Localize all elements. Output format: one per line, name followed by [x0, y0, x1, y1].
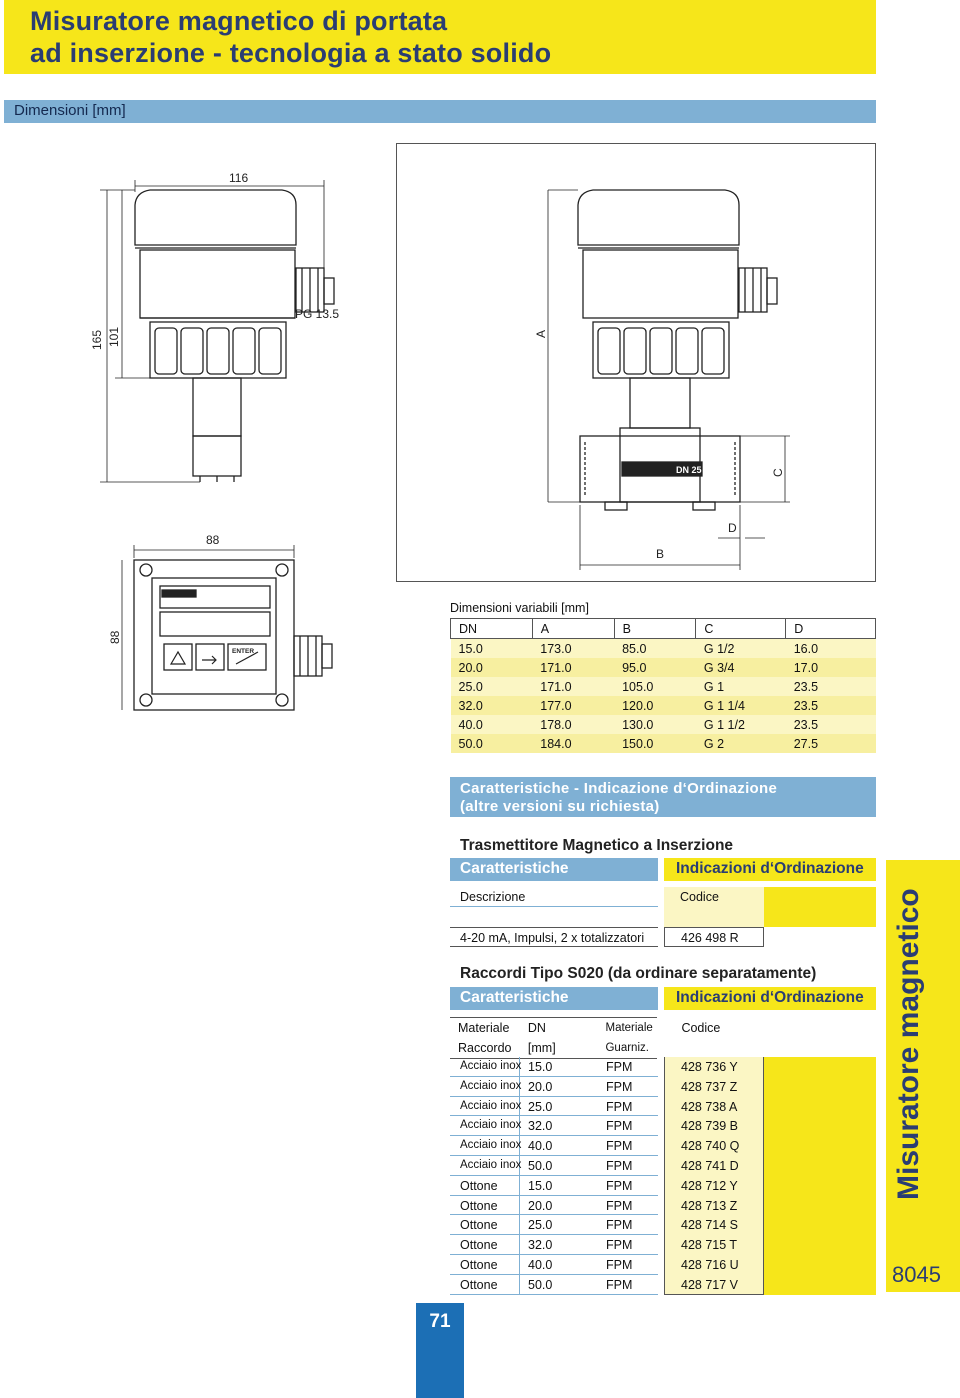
fitting-code: 428 717 V — [664, 1275, 764, 1295]
variable-dimensions-title: Dimensioni variabili [mm] — [450, 601, 589, 615]
features-section-bar — [450, 777, 876, 817]
dim-116: 116 — [229, 171, 249, 185]
fitting-code: 428 738 A — [664, 1097, 764, 1117]
col-header-a: A — [532, 619, 614, 639]
fitting-dn: 25.0 — [528, 1218, 553, 1233]
transmitter-col-description: Descrizione — [450, 887, 658, 907]
product-number: 8045 — [892, 1262, 941, 1287]
fittings-tab-features: Caratteristiche — [450, 987, 658, 1010]
fittings-title: Raccordi Tipo S020 (da ordinare separatamente) — [460, 965, 817, 982]
fitting-material: Ottone — [450, 1235, 520, 1255]
fittings-header-row-1: Materiale DN Materiale Codice — [450, 1018, 876, 1038]
fitting-code-fill — [764, 1176, 876, 1196]
fitting-code: 428 712 Y — [664, 1176, 764, 1196]
fitting-code: 428 713 Z — [664, 1196, 764, 1216]
transmitter-yellow-fill — [764, 887, 876, 927]
dim-88-top: 88 — [206, 533, 220, 547]
fitting-seal: FPM — [606, 1178, 633, 1193]
fitting-code: 428 737 Z — [664, 1077, 764, 1097]
fitting-material: Ottone — [450, 1176, 520, 1196]
fitting-material: Acciaio inox — [450, 1156, 520, 1176]
transmitter-description-value: 4-20 mA, Impulsi, 2 x totalizzatori — [450, 927, 658, 947]
fittings-tab-ordering: Indicazioni d‘Ordinazione — [664, 987, 876, 1010]
body-label: DN 25 — [676, 465, 702, 475]
fitting-material: Acciaio inox — [450, 1116, 520, 1136]
dim-88-side: 88 — [108, 630, 122, 644]
cover-shape — [135, 190, 296, 245]
dim-pg: PG 13.5 — [295, 307, 340, 321]
col-header-d: D — [786, 619, 876, 639]
fitting-material: Acciaio inox — [450, 1057, 520, 1077]
table-row: 15.0 173.0 85.0 G 1/2 16.0 — [451, 639, 876, 659]
fitting-seal: FPM — [606, 1277, 633, 1292]
fitting-code: 428 739 B — [664, 1116, 764, 1136]
fitting-seal: FPM — [606, 1218, 633, 1233]
fitting-seal: FPM — [606, 1099, 633, 1114]
fitting-code: 428 714 S — [664, 1215, 764, 1235]
fitting-code-fill — [764, 1235, 876, 1255]
fitting-code-fill — [764, 1156, 876, 1176]
fitting-dn: 32.0 — [528, 1119, 553, 1134]
transmitter-tab-ordering: Indicazioni d‘Ordinazione — [664, 858, 876, 881]
col-header-b: B — [614, 619, 696, 639]
fitting-material: Acciaio inox — [450, 1097, 520, 1117]
fitting-dn: 50.0 — [528, 1159, 553, 1173]
fitting-dn: 40.0 — [528, 1139, 553, 1154]
col-header-dn: DN — [451, 619, 533, 639]
fitting-dn: 20.0 — [528, 1198, 553, 1213]
fitting-code-fill — [764, 1136, 876, 1156]
fitting-code-fill — [764, 1275, 876, 1295]
transmitter-code-value: 426 498 R — [664, 927, 764, 947]
transmitter-title: Trasmettitore Magnetico a Inserzione — [460, 837, 734, 854]
fitting-dn: 32.0 — [528, 1238, 553, 1253]
enter-label: ENTER — [232, 648, 255, 655]
fitting-code-fill — [764, 1057, 876, 1077]
fitting-code: 428 740 Q — [664, 1136, 764, 1156]
fitting-seal: FPM — [606, 1079, 633, 1094]
fitting-material: Acciaio inox — [450, 1077, 520, 1097]
fitting-code: 428 736 Y — [664, 1057, 764, 1077]
fitting-dn: 15.0 — [528, 1060, 553, 1074]
fitting-seal: FPM — [606, 1198, 633, 1213]
up-arrow-icon — [171, 652, 185, 664]
title-line-1: Misuratore magnetico di portata — [30, 6, 448, 36]
right-arrow-icon — [202, 656, 216, 664]
page-number-tab — [416, 1303, 464, 1398]
fitting-seal: FPM — [606, 1119, 633, 1134]
variable-dimensions-table — [450, 618, 876, 753]
fitting-code: 428 715 T — [664, 1235, 764, 1255]
fitting-seal: FPM — [606, 1060, 633, 1074]
fitting-material: Acciaio inox — [450, 1136, 520, 1156]
fitting-dn: 15.0 — [528, 1178, 553, 1193]
fitting-code-fill — [764, 1097, 876, 1117]
table-row: 50.0 184.0 150.0 G 2 27.5 — [451, 734, 876, 753]
dim-101: 101 — [107, 326, 121, 347]
page-number: 71 — [429, 1311, 451, 1332]
dimensions-label: Dimensioni [mm] — [14, 102, 126, 119]
title-line-2: ad inserzione - tecnologia a stato solido — [30, 38, 552, 68]
transmitter-tab-features: Caratteristiche — [450, 858, 658, 881]
fitting-material: Ottone — [450, 1255, 520, 1275]
fitting-code-fill — [764, 1196, 876, 1216]
fitting-material: Ottone — [450, 1196, 520, 1216]
dim-d: D — [728, 521, 737, 535]
fitting-seal: FPM — [606, 1238, 633, 1253]
side-vertical-text: Misuratore magnetico — [892, 888, 925, 1200]
dim-165: 165 — [90, 329, 104, 350]
col-header-c: C — [696, 619, 786, 639]
fitting-code: 428 741 D — [664, 1156, 764, 1176]
fitting-code-fill — [764, 1215, 876, 1235]
transmitter-col-code: Codice — [664, 887, 764, 927]
table-row: 20.0 171.0 95.0 G 3/4 17.0 — [451, 658, 876, 677]
fitting-seal: FPM — [606, 1258, 633, 1272]
fitting-dn: 40.0 — [528, 1258, 553, 1272]
fitting-dn: 25.0 — [528, 1099, 553, 1114]
table-row: 32.0 177.0 120.0 G 1 1/4 23.5 — [451, 696, 876, 715]
fitting-code: 428 716 U — [664, 1255, 764, 1275]
dim-b: B — [656, 547, 665, 561]
row-divider — [450, 1294, 658, 1295]
fitting-seal: FPM — [606, 1159, 633, 1173]
fitting-material: Ottone — [450, 1275, 520, 1295]
fitting-material: Ottone — [450, 1215, 520, 1235]
fitting-seal: FPM — [606, 1139, 633, 1154]
table-row: 40.0 178.0 130.0 G 1 1/2 23.5 — [451, 715, 876, 734]
fitting-code-fill — [764, 1116, 876, 1136]
fitting-dn: 20.0 — [528, 1079, 553, 1094]
fitting-code-fill — [764, 1077, 876, 1097]
dim-c: C — [771, 468, 785, 477]
table-header-row — [451, 619, 876, 639]
side-tab — [886, 860, 960, 1292]
table-row: 25.0 171.0 105.0 G 1 23.5 — [451, 677, 876, 696]
dim-a: A — [534, 329, 548, 338]
fitting-code-fill — [764, 1255, 876, 1275]
fittings-table — [450, 1017, 876, 1059]
fittings-header-row-2: Raccordo [mm] Guarniz. — [450, 1038, 876, 1058]
features-title-line-1: Caratteristiche - Indicazione d‘Ordinazione — [460, 780, 778, 797]
fitting-dn: 50.0 — [528, 1277, 553, 1292]
features-title-line-2: (altre versioni su richiesta) — [460, 798, 660, 815]
